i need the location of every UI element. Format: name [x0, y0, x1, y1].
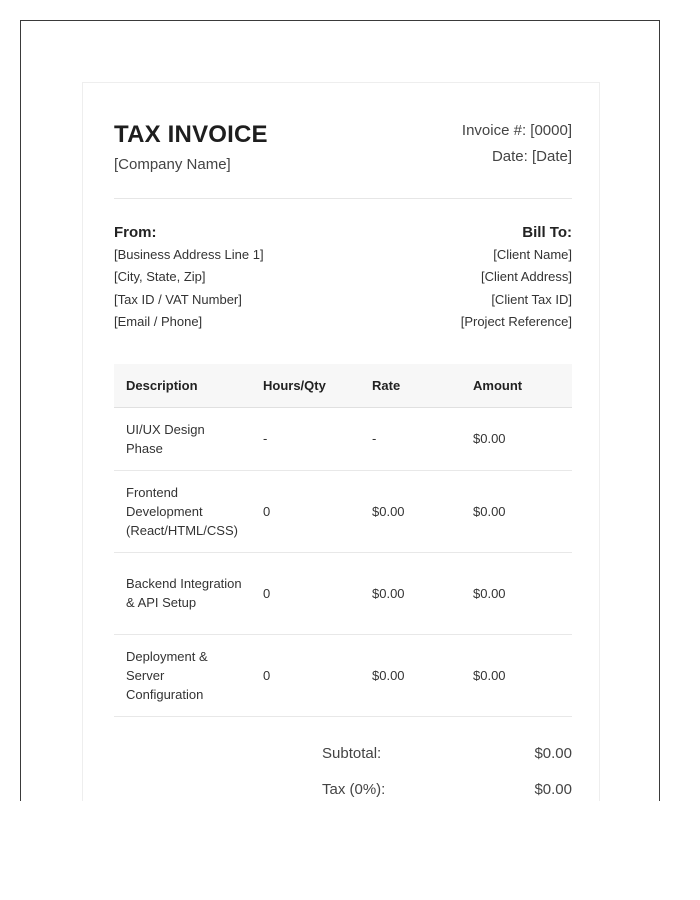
from-heading: From:: [114, 224, 157, 241]
col-header-rate: Rate: [360, 364, 461, 407]
invoice-meta: [462, 118, 572, 170]
table-row: [114, 552, 572, 634]
cell-qty: 0: [251, 634, 360, 716]
cell-amount: $0.00: [461, 407, 572, 470]
subtotal-value: $0.00: [534, 745, 572, 762]
cell-amount: $0.00: [461, 470, 572, 552]
subtotal-label: Subtotal:: [322, 745, 382, 762]
cell-qty: 0: [251, 552, 360, 634]
cell-description: Frontend Development (React/HTML/CSS): [114, 470, 251, 552]
tax-row: [322, 781, 572, 801]
cell-rate: $0.00: [360, 552, 461, 634]
bill-to-block: [461, 224, 572, 335]
cell-rate: $0.00: [360, 470, 461, 552]
document-frame: [20, 20, 660, 801]
col-header-amount: Amount: [461, 364, 572, 407]
bill-to-line: [Client Name]: [493, 247, 572, 262]
table-header-row: [114, 364, 572, 407]
table-row: [114, 470, 572, 552]
col-header-qty: Hours/Qty: [251, 364, 360, 407]
invoice-title: TAX INVOICE: [114, 121, 268, 148]
bill-to-line: [Client Tax ID]: [491, 291, 572, 307]
cell-rate: -: [360, 407, 461, 470]
tax-label: Tax (0%):: [322, 781, 386, 798]
table-row: [114, 634, 572, 716]
invoice-sheet: [82, 82, 600, 801]
cell-description: Deployment & Server Configuration: [114, 634, 251, 716]
from-line: [Email / Phone]: [114, 313, 203, 329]
from-line: [Tax ID / VAT Number]: [114, 291, 242, 307]
table-row: [114, 407, 572, 470]
bill-to-line: [Client Address]: [480, 269, 572, 285]
col-header-description: Description: [114, 364, 251, 407]
cell-description: Backend Integration & API Setup: [114, 552, 251, 634]
cell-qty: 0: [251, 470, 360, 552]
subtotal-row: [322, 745, 572, 781]
bill-to-line: [Project Reference]: [460, 313, 572, 329]
bill-to-heading: Bill To:: [522, 224, 572, 241]
from-line: [City, State, Zip]: [114, 269, 206, 285]
cell-rate: $0.00: [360, 634, 461, 716]
invoice-date: Date: [Date]: [491, 148, 572, 165]
from-line: [Business Address Line 1]: [114, 247, 264, 262]
totals-block: [322, 745, 572, 801]
from-block: [114, 224, 264, 335]
header-divider: [114, 198, 572, 199]
invoice-number: Invoice #: [0000]: [461, 122, 572, 139]
cell-qty: -: [251, 407, 360, 470]
line-items-table: [114, 364, 572, 717]
cell-description: UI/UX Design Phase: [114, 407, 251, 470]
company-name: [Company Name]: [114, 156, 231, 173]
cell-amount: $0.00: [461, 634, 572, 716]
cell-amount: $0.00: [461, 552, 572, 634]
tax-value: $0.00: [534, 781, 572, 798]
